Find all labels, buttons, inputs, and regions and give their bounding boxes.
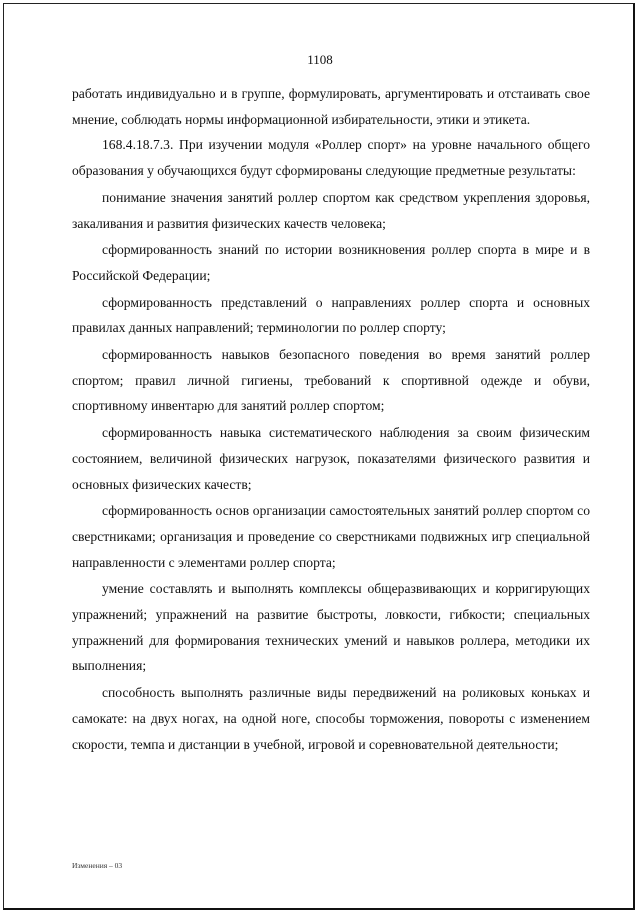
page-number: 1108 <box>307 52 333 67</box>
paragraph-result-8: способность выполнять различные виды передвижений на роликовых коньках и самокате: на двух ногах, на одной ноге, способы торможения, повороты с изменением скорости, темпа и дистанции в учебной, игровой и соревновательной деятельности; <box>72 685 590 752</box>
paragraph-result-7: умение составлять и выполнять комплексы общеразвивающих и корригирующих упражнений; упражнений на развитие быстроты, ловкости, гибкости; специальных упражнений для формирования технических умений и навыков роллера, методики их выполнения; <box>72 581 590 674</box>
paragraph-result-2: сформированность знаний по истории возникновения роллер спорта в мире и в Российской Федерации; <box>72 242 590 283</box>
paragraph-result-3: сформированность представлений о направлениях роллер спорта и основных правилах данных направлений; терминологии по роллер спорту; <box>72 294 590 336</box>
document-body <box>72 81 590 757</box>
paragraph-continuation: работать индивидуально и в группе, формулировать, аргументировать и отстаивать свое мнение, соблюдать нормы информационной избирательности, этики и этикета. <box>72 86 590 127</box>
paragraph-result-1: понимание значения занятий роллер спортом как средством укрепления здоровья, закаливания и развития физических качеств человека; <box>72 189 590 231</box>
paragraph-result-4: сформированность навыков безопасного поведения во время занятий роллер спортом; правил личной гигиены, требований к спортивной одежде и обуви, спортивному инвентарю для занятий роллер спортом; <box>72 347 590 414</box>
paragraph-section-heading: 168.4.18.7.3. При изучении модуля «Роллер спорт» на уровне начального общего образования у обучающихся будут сформированы следующие предметные результаты: <box>72 137 590 179</box>
page-footer: Изменения – 03 <box>72 861 123 870</box>
paragraph-result-6: сформированность основ организации самостоятельных занятий роллер спортом со сверстниками; организация и проведение со сверстниками подвижных игр специальной направленности с элементами роллер спорта; <box>72 503 590 570</box>
paragraph-result-5: сформированность навыка систематического наблюдения за своим физическим состоянием, величиной физических нагрузок, показателями физического развития и основных физических качеств; <box>72 425 590 492</box>
